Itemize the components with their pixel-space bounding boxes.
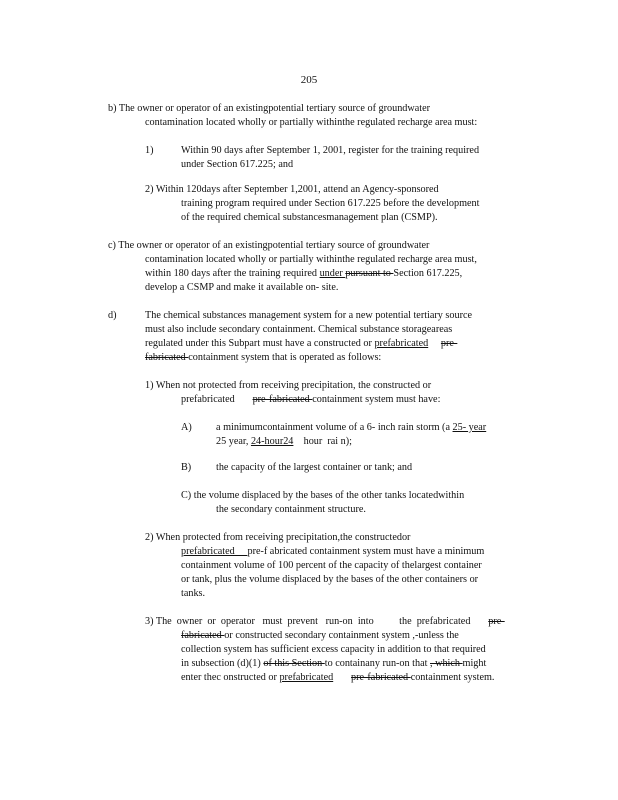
deleted-text: pre-fabricated (351, 672, 411, 683)
inserted-text: prefabricated (279, 672, 334, 683)
item-d3-line-4: in subsection (d)(1) of this Section to containany run-on that , which might (181, 658, 487, 669)
para-c-line-2: contamination located wholly or partially withinthe regulated recharge area must, (145, 254, 477, 265)
item-b2-line-3: of the required chemical substancesmanagement plan (CSMP). (181, 212, 438, 223)
para-d-line-4: fabricated containment system that is operated as follows: (145, 352, 382, 363)
item-B-text: the capacity of the largest container or tank; and (216, 462, 413, 473)
para-b-line-2: contamination located wholly or partially withinthe regulated recharge area must: (145, 117, 478, 128)
para-d-label: d) (108, 310, 117, 321)
item-d2-line-4: or tank, plus the volume displaced by the bases of the other containers or (181, 574, 479, 585)
deleted-text: pre- (440, 338, 458, 349)
item-d3-line-1: 3) The owner or operator must prevent run-on into the prefabricated pre- (145, 616, 505, 627)
item-d1-line-2: prefabricated pre-fabricated containment system must have: (181, 394, 441, 405)
item-B-label: B) (181, 462, 192, 473)
para-d-line-2: must also include secondary containment. Chemical substance storageareas (145, 324, 453, 335)
item-b2-line-1: 2) Within 120days after September 1,2001, attend an Agency-sponsored (145, 184, 439, 195)
deleted-text: pre-fabricated (252, 394, 313, 405)
item-C-line-1: C) the volume displaced by the bases of the other tanks locatedwithin (181, 490, 465, 501)
item-b1-line-1: Within 90 days after September 1, 2001, register for the training required (181, 145, 480, 156)
deleted-text: pursuant to (345, 268, 394, 279)
item-A-line-2: 25 year, 24-hour24 hour rai n); (216, 436, 352, 447)
para-c-line-4: develop a CSMP and make it available on- site. (145, 282, 339, 293)
para-c-line-3: within 180 days after the training required under pursuant to Section 617.225, (145, 268, 463, 279)
item-d3-line-3: collection system has sufficient excess capacity in addition to that required (181, 644, 486, 655)
inserted-text: 25- year (452, 422, 487, 433)
para-c-line-1: c) The owner or operator of an existingpotential tertiary source of groundwater (108, 240, 430, 251)
deleted-text: fabricated (145, 352, 189, 363)
item-d3-line-5: enter thec onstructed or prefabricated pre-fabricated containment system. (181, 672, 495, 683)
item-b1-label: 1) (145, 145, 154, 156)
deleted-text: pre- (488, 616, 505, 627)
item-d2-line-1: 2) When protected from receiving precipitation,the constructedor (145, 532, 411, 543)
para-d-line-1: The chemical substances management system for a new potential tertiary source (145, 310, 473, 321)
inserted-text: 24-hour24 (250, 436, 294, 447)
item-A-line-1: a minimumcontainment volume of a 6- inch rain storm (a 25- year (216, 422, 487, 433)
item-b2-line-2: training program required under Section 617.225 before the development (181, 198, 480, 209)
item-d2-line-2: prefabricated pre-f abricated containment system must have a minimum (181, 546, 485, 557)
item-d2-line-3: containment volume of 100 percent of the capacity of thelargest container (181, 560, 482, 571)
item-d2-line-5: tanks. (181, 588, 206, 599)
deleted-text: , which (430, 658, 463, 669)
deleted-text: of this Section (263, 658, 325, 669)
item-d3-line-2: fabricated or constructed secondary containment system ,-unless the (181, 630, 459, 641)
item-C-line-2: the secondary containment structure. (216, 504, 366, 515)
para-b-line-1: b) The owner or operator of an existingpotential tertiary source of groundwater (108, 103, 431, 114)
deleted-text: fabricated (181, 630, 225, 641)
page-number: 205 (300, 74, 318, 86)
item-A-label: A) (181, 422, 192, 433)
item-d1-line-1: 1) When not protected from receiving precipitation, the constructed or (145, 380, 432, 391)
inserted-text: prefabricated (181, 546, 248, 557)
item-b1-line-2: under Section 617.225; and (181, 159, 294, 170)
inserted-text: prefabricated (374, 338, 429, 349)
inserted-text: under (319, 268, 346, 279)
para-d-line-3: regulated under this Subpart must have a constructed or prefabricated pre- (145, 338, 458, 349)
